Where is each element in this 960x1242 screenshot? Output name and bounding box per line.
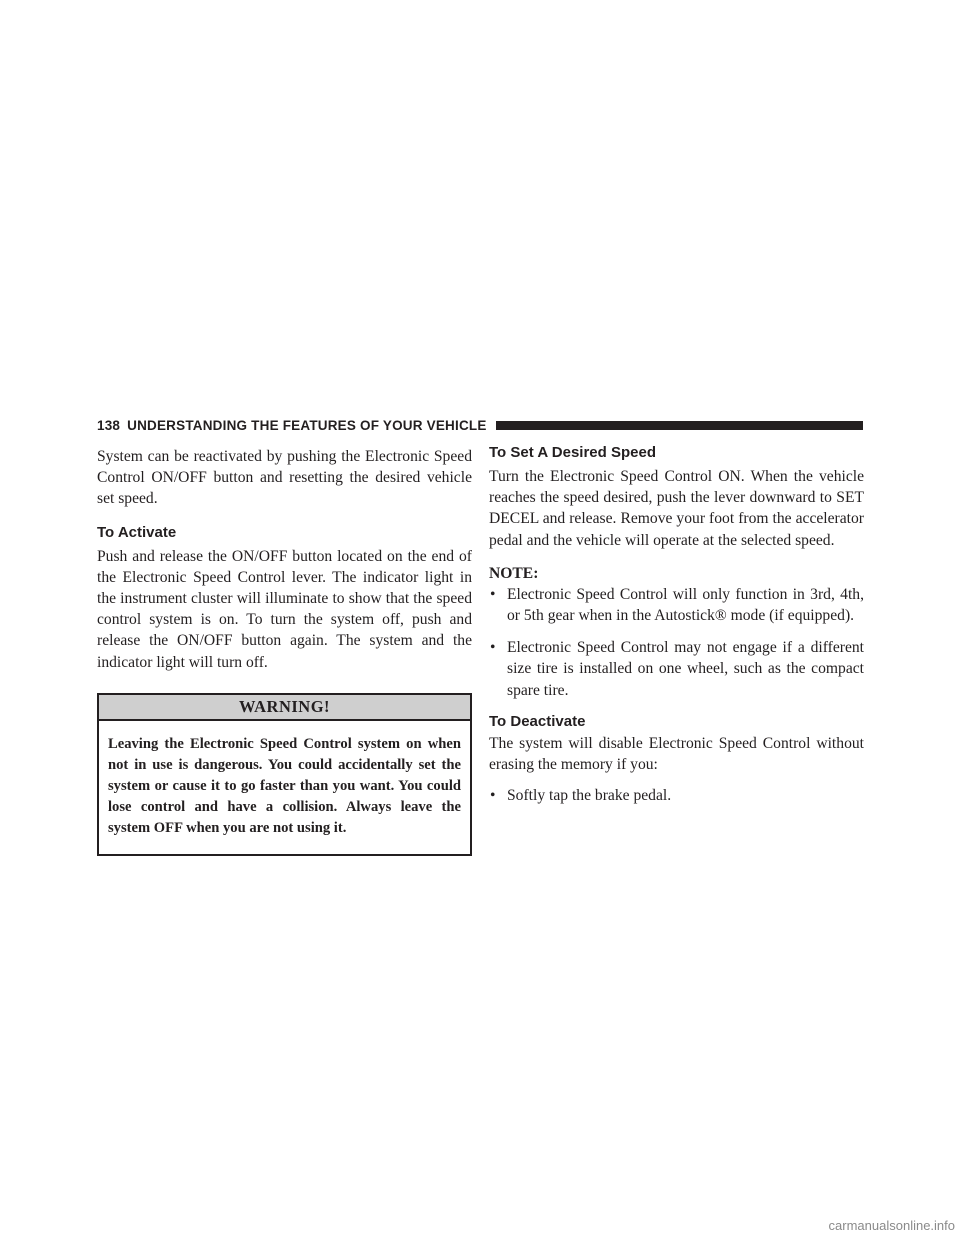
bullet-icon: • — [490, 787, 496, 805]
activate-heading: To Activate — [97, 523, 177, 541]
page-header — [97, 415, 863, 435]
warning-box — [97, 693, 472, 856]
bullet-icon: • — [490, 585, 496, 603]
list-item: • Softly tap the brake pedal. — [489, 785, 864, 806]
activate-paragraph: Push and release the ON/OFF button located on the end of the Electronic Speed Control lever. The indicator light in the instrument cluster will illuminate to show that the speed control system is on. To turn the system off, push and release the ON/OFF button again. The system and the indicator light will turn off. — [97, 547, 472, 671]
deactivate-heading: To Deactivate — [489, 712, 586, 730]
note-list — [489, 584, 864, 701]
section-title: UNDERSTANDING THE FEATURES OF YOUR VEHICLE — [127, 417, 487, 433]
warning-body: Leaving the Electronic Speed Control system on when not in use is dangerous. You could accidentally set the system or cause it to go faster than you want. You could lose control and have a collision. Always leave the system OFF when you are not using it. — [99, 719, 470, 854]
bullet-icon: • — [490, 639, 496, 657]
watermark: carmanualsonline.info — [828, 1218, 955, 1233]
set-speed-paragraph: Turn the Electronic Speed Control ON. When the vehicle reaches the speed desired, push the lever downward to SET DECEL and release. Remove your foot from the accelerator pedal and the vehicle will operate at the selected speed. — [489, 468, 864, 549]
header-rule — [496, 421, 863, 430]
deactivate-list — [489, 785, 864, 806]
set-speed-heading: To Set A Desired Speed — [489, 444, 656, 461]
note-label: NOTE: — [489, 564, 539, 582]
right-column — [489, 446, 864, 806]
list-item: • Electronic Speed Control may not engage if a different size tire is installed on one wheel, such as the compact spare tire. — [490, 639, 864, 699]
deactivate-paragraph: The system will disable Electronic Speed Control without erasing the memory if you: — [489, 734, 864, 774]
page-number: 138 — [97, 417, 121, 433]
warning-title: WARNING! — [99, 695, 470, 719]
intro-paragraph: System can be reactivated by pushing the Electronic Speed Control ON/OFF button and resetting the desired vehicle set speed. — [97, 448, 472, 508]
list-item: • Electronic Speed Control will only function in 3rd, 4th, or 5th gear when in the Autostick® mode (if equipped). — [490, 585, 864, 625]
left-column — [97, 446, 472, 856]
